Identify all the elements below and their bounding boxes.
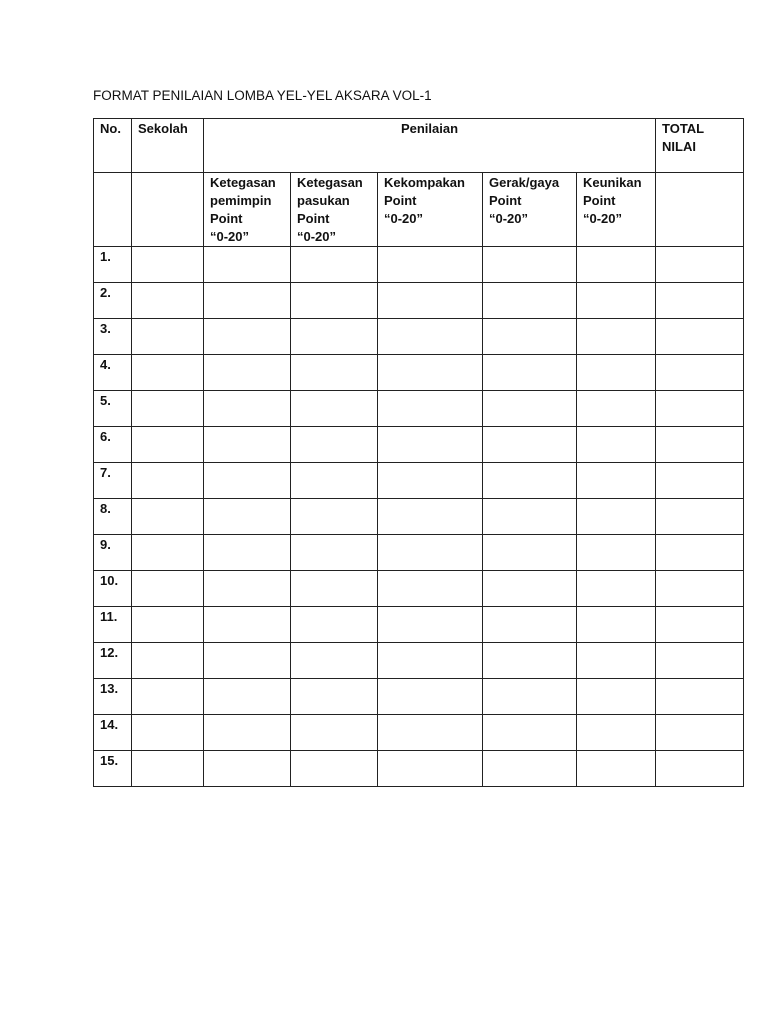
- score-cell[interactable]: [204, 535, 291, 571]
- score-cell[interactable]: [204, 499, 291, 535]
- score-cell[interactable]: [378, 391, 483, 427]
- criterion-header: [378, 173, 483, 247]
- school-cell[interactable]: [132, 535, 204, 571]
- school-cell[interactable]: [132, 247, 204, 283]
- school-cell[interactable]: [132, 283, 204, 319]
- criterion-point-label: Point: [583, 193, 616, 208]
- score-cell[interactable]: [291, 427, 378, 463]
- criterion-point-label: Point: [384, 193, 417, 208]
- score-cell[interactable]: [577, 391, 656, 427]
- total-cell[interactable]: [656, 643, 744, 679]
- score-cell[interactable]: [291, 679, 378, 715]
- score-cell[interactable]: [483, 643, 577, 679]
- school-cell[interactable]: [132, 643, 204, 679]
- score-cell[interactable]: [483, 247, 577, 283]
- score-cell[interactable]: [483, 571, 577, 607]
- score-cell[interactable]: [204, 751, 291, 787]
- table-row: [94, 499, 744, 535]
- table-row: [94, 427, 744, 463]
- table-row: [94, 355, 744, 391]
- score-cell[interactable]: [291, 751, 378, 787]
- table-row: [94, 391, 744, 427]
- row-number: 5.: [94, 391, 132, 427]
- school-cell[interactable]: [132, 391, 204, 427]
- table-row: [94, 247, 744, 283]
- criterion-name: Gerak/gaya: [489, 175, 560, 190]
- table-row: [94, 463, 744, 499]
- row-number: 12.: [94, 643, 132, 679]
- school-cell[interactable]: [132, 571, 204, 607]
- score-cell[interactable]: [204, 355, 291, 391]
- table-row: [94, 715, 744, 751]
- score-cell[interactable]: [378, 643, 483, 679]
- table-body: [94, 247, 744, 787]
- score-cell[interactable]: [577, 715, 656, 751]
- criterion-header: [291, 173, 378, 247]
- score-cell[interactable]: [577, 355, 656, 391]
- total-cell[interactable]: [656, 463, 744, 499]
- score-cell[interactable]: [291, 499, 378, 535]
- criterion-point-label: Point: [489, 193, 522, 208]
- row-number: 9.: [94, 535, 132, 571]
- school-cell[interactable]: [132, 427, 204, 463]
- header-row-criteria: [94, 173, 744, 247]
- header-no: No.: [94, 119, 132, 173]
- score-cell[interactable]: [378, 463, 483, 499]
- score-cell[interactable]: [378, 355, 483, 391]
- school-cell[interactable]: [132, 715, 204, 751]
- score-cell[interactable]: [483, 607, 577, 643]
- criterion-header: [577, 173, 656, 247]
- criterion-range: “0-20”: [210, 229, 250, 244]
- header-assessment: Penilaian: [204, 119, 656, 173]
- total-cell[interactable]: [656, 679, 744, 715]
- header-school: Sekolah: [132, 119, 204, 173]
- row-number: 3.: [94, 319, 132, 355]
- score-cell[interactable]: [204, 463, 291, 499]
- criterion-name: Kekompakan: [384, 175, 465, 190]
- score-cell[interactable]: [291, 607, 378, 643]
- score-cell[interactable]: [204, 643, 291, 679]
- score-cell[interactable]: [378, 247, 483, 283]
- score-cell[interactable]: [378, 751, 483, 787]
- criterion-name2: pemimpin: [210, 193, 272, 208]
- table-row: [94, 643, 744, 679]
- row-number: 14.: [94, 715, 132, 751]
- row-number: 15.: [94, 751, 132, 787]
- row-number: 2.: [94, 283, 132, 319]
- table-row: [94, 571, 744, 607]
- score-cell[interactable]: [204, 247, 291, 283]
- total-cell[interactable]: [656, 607, 744, 643]
- header-total-empty: [656, 173, 744, 247]
- score-cell[interactable]: [483, 319, 577, 355]
- row-number: 7.: [94, 463, 132, 499]
- score-cell[interactable]: [291, 463, 378, 499]
- table-row: [94, 679, 744, 715]
- school-cell[interactable]: [132, 355, 204, 391]
- score-cell[interactable]: [291, 643, 378, 679]
- score-cell[interactable]: [483, 751, 577, 787]
- score-cell[interactable]: [483, 427, 577, 463]
- score-cell[interactable]: [577, 319, 656, 355]
- score-cell[interactable]: [577, 751, 656, 787]
- score-cell[interactable]: [291, 355, 378, 391]
- criterion-range: “0-20”: [384, 211, 424, 226]
- score-cell[interactable]: [577, 463, 656, 499]
- score-cell[interactable]: [378, 283, 483, 319]
- header-total: TOTAL NILAI: [656, 119, 744, 173]
- score-cell[interactable]: [378, 499, 483, 535]
- criterion-header: [483, 173, 577, 247]
- score-cell[interactable]: [577, 643, 656, 679]
- score-cell[interactable]: [204, 607, 291, 643]
- score-cell[interactable]: [204, 319, 291, 355]
- total-cell[interactable]: [656, 751, 744, 787]
- table-row: [94, 607, 744, 643]
- criterion-name: Ketegasan: [297, 175, 363, 190]
- score-cell[interactable]: [378, 679, 483, 715]
- school-cell[interactable]: [132, 499, 204, 535]
- score-cell[interactable]: [204, 571, 291, 607]
- criterion-name2: pasukan: [297, 193, 350, 208]
- score-cell[interactable]: [378, 427, 483, 463]
- total-cell[interactable]: [656, 391, 744, 427]
- score-cell[interactable]: [291, 535, 378, 571]
- criterion-name: Ketegasan: [210, 175, 276, 190]
- score-cell[interactable]: [291, 571, 378, 607]
- score-cell[interactable]: [204, 283, 291, 319]
- score-cell[interactable]: [483, 355, 577, 391]
- score-cell[interactable]: [378, 535, 483, 571]
- header-no-empty: [94, 173, 132, 247]
- score-cell[interactable]: [378, 715, 483, 751]
- score-cell[interactable]: [291, 715, 378, 751]
- document-title: FORMAT PENILAIAN LOMBA YEL-YEL AKSARA VOL-1: [93, 88, 432, 103]
- score-cell[interactable]: [577, 535, 656, 571]
- row-number: 11.: [94, 607, 132, 643]
- score-cell[interactable]: [378, 607, 483, 643]
- score-cell[interactable]: [291, 319, 378, 355]
- score-cell[interactable]: [291, 391, 378, 427]
- score-cell[interactable]: [378, 571, 483, 607]
- table-row: [94, 751, 744, 787]
- criterion-point-label: Point: [210, 211, 243, 226]
- row-number: 10.: [94, 571, 132, 607]
- total-cell[interactable]: [656, 283, 744, 319]
- row-number: 1.: [94, 247, 132, 283]
- score-cell[interactable]: [577, 247, 656, 283]
- total-cell[interactable]: [656, 499, 744, 535]
- total-cell[interactable]: [656, 535, 744, 571]
- total-cell[interactable]: [656, 355, 744, 391]
- table-row: [94, 283, 744, 319]
- school-cell[interactable]: [132, 751, 204, 787]
- score-cell[interactable]: [577, 499, 656, 535]
- score-cell[interactable]: [483, 715, 577, 751]
- criterion-range: “0-20”: [583, 211, 623, 226]
- row-number: 13.: [94, 679, 132, 715]
- header-row-main: [94, 119, 744, 173]
- total-cell[interactable]: [656, 319, 744, 355]
- score-cell[interactable]: [378, 319, 483, 355]
- score-cell[interactable]: [577, 427, 656, 463]
- score-cell[interactable]: [483, 283, 577, 319]
- school-cell[interactable]: [132, 319, 204, 355]
- criterion-name: Keunikan: [583, 175, 642, 190]
- score-cell[interactable]: [291, 247, 378, 283]
- score-cell[interactable]: [577, 607, 656, 643]
- score-cell[interactable]: [577, 679, 656, 715]
- score-cell[interactable]: [483, 679, 577, 715]
- score-cell[interactable]: [204, 427, 291, 463]
- total-cell[interactable]: [656, 427, 744, 463]
- score-cell[interactable]: [483, 499, 577, 535]
- row-number: 6.: [94, 427, 132, 463]
- score-cell[interactable]: [483, 535, 577, 571]
- score-cell[interactable]: [577, 571, 656, 607]
- total-cell[interactable]: [656, 715, 744, 751]
- score-cell[interactable]: [483, 391, 577, 427]
- score-cell[interactable]: [291, 283, 378, 319]
- header-school-empty: [132, 173, 204, 247]
- criterion-header: [204, 173, 291, 247]
- scoring-table: [93, 118, 744, 787]
- total-cell[interactable]: [656, 247, 744, 283]
- score-cell[interactable]: [577, 283, 656, 319]
- score-cell[interactable]: [204, 391, 291, 427]
- criterion-range: “0-20”: [297, 229, 337, 244]
- table-row: [94, 319, 744, 355]
- score-cell[interactable]: [204, 679, 291, 715]
- criterion-point-label: Point: [297, 211, 330, 226]
- row-number: 8.: [94, 499, 132, 535]
- score-cell[interactable]: [483, 463, 577, 499]
- criterion-range: “0-20”: [489, 211, 529, 226]
- score-cell[interactable]: [204, 715, 291, 751]
- table-row: [94, 535, 744, 571]
- row-number: 4.: [94, 355, 132, 391]
- school-cell[interactable]: [132, 463, 204, 499]
- school-cell[interactable]: [132, 679, 204, 715]
- total-cell[interactable]: [656, 571, 744, 607]
- school-cell[interactable]: [132, 607, 204, 643]
